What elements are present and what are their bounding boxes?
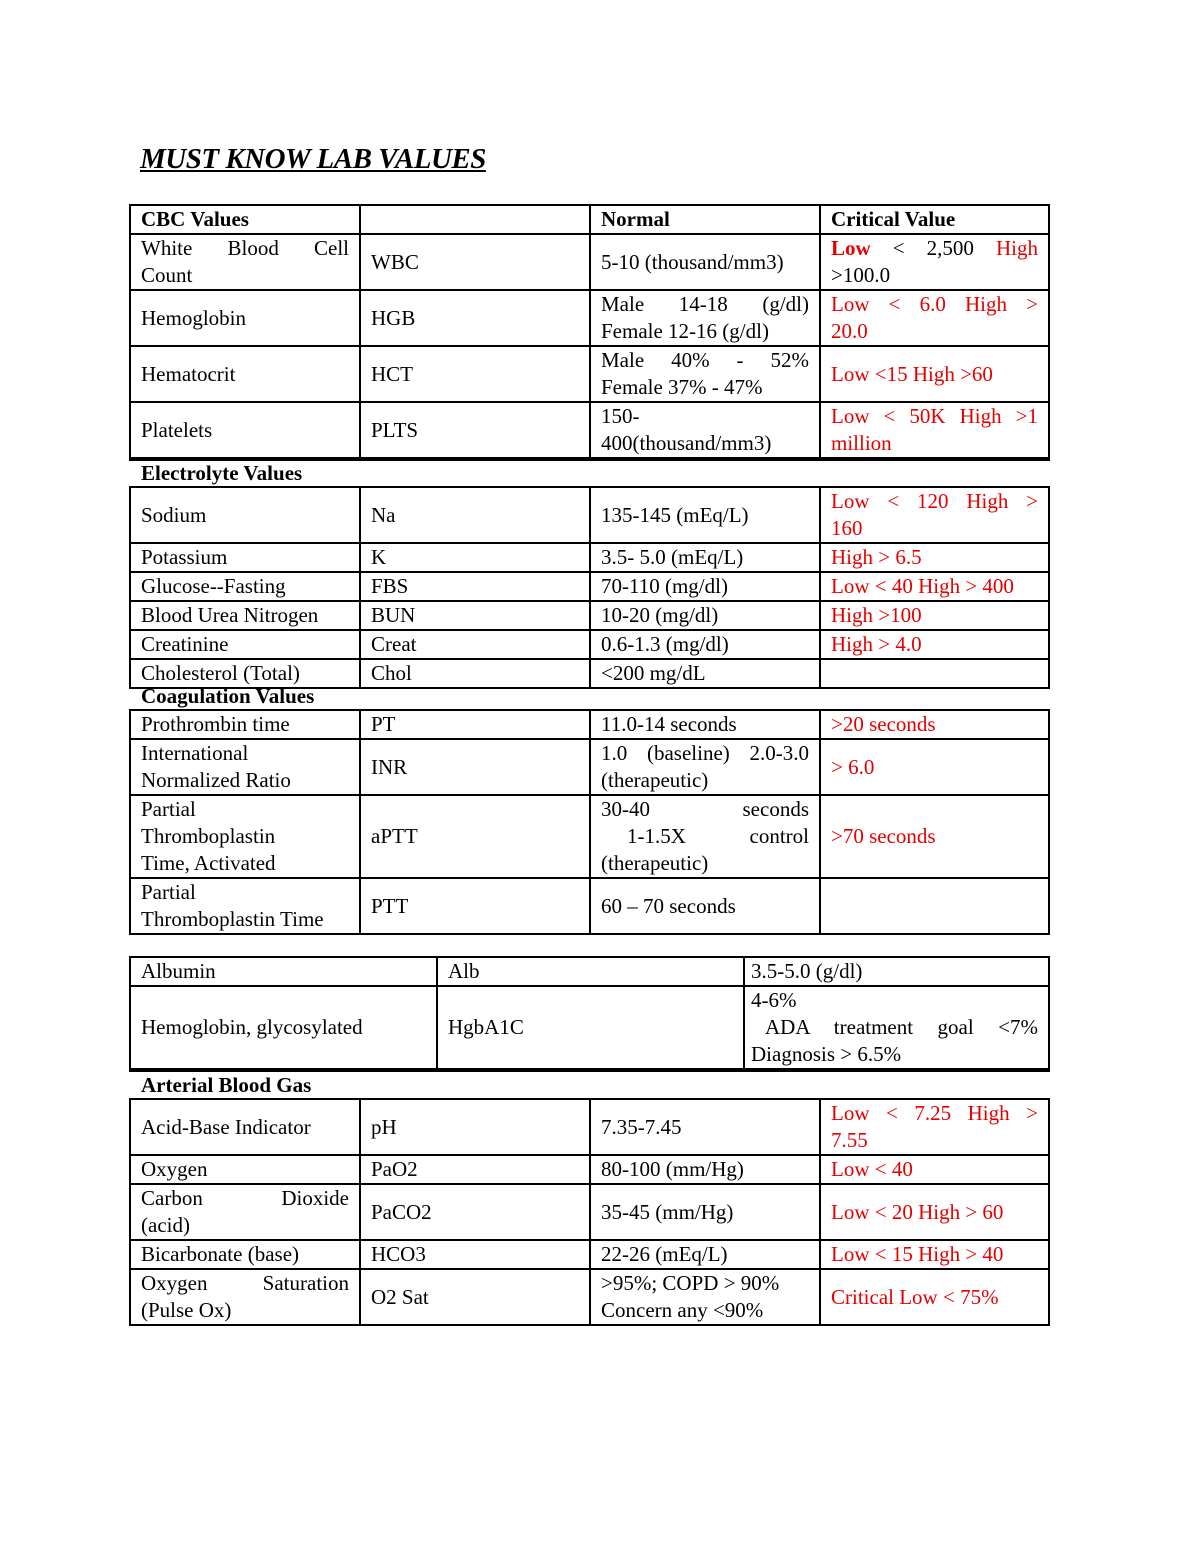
test-abbreviation: INR [360,739,590,795]
test-name: Albumin [130,957,437,986]
critical-value: Critical Low < 75% [820,1269,1049,1325]
normal-range: 60 – 70 seconds [590,878,820,934]
test-abbreviation: pH [360,1099,590,1155]
table-row [130,346,1049,402]
test-name: Sodium [130,487,360,543]
test-abbreviation: Alb [437,957,744,986]
table-row [130,878,1049,934]
normal-range: >95%; COPD > 90% Concern any <90% [590,1269,820,1325]
critical-value: Low < 120 High > 160 [820,487,1049,543]
normal-range: 7.35-7.45 [590,1099,820,1155]
test-abbreviation: HgbA1C [437,986,744,1070]
normal-range: 4-6% ADA treatment goal <7% Diagnosis > 6.5% [744,986,1049,1070]
test-name: Bicarbonate (base) [130,1240,360,1269]
normal-range: 150- 400(thousand/mm3) [590,402,820,459]
table-row [130,986,1049,1070]
test-abbreviation: O2 Sat [360,1269,590,1325]
table-row [130,234,1049,290]
critical-value: High > 4.0 [820,630,1049,659]
table-row [130,739,1049,795]
table-row [130,1155,1049,1184]
test-name: International Normalized Ratio [130,739,360,795]
electrolyte-heading: Electrolyte Values [141,461,303,485]
test-abbreviation: PaO2 [360,1155,590,1184]
test-name: Hemoglobin, glycosylated [130,986,437,1070]
test-abbreviation: Na [360,487,590,543]
normal-range: 80-100 (mm/Hg) [590,1155,820,1184]
table-row [130,402,1049,459]
test-name: Partial Thromboplastin Time, Activated [130,795,360,878]
critical-value: Low < 20 High > 60 [820,1184,1049,1240]
table-row [130,710,1049,739]
test-name: Carbon Dioxide (acid) [130,1184,360,1240]
table-row [130,487,1049,543]
cbc-header-blank [360,205,590,234]
normal-range: 0.6-1.3 (mg/dl) [590,630,820,659]
test-abbreviation: Creat [360,630,590,659]
critical-value: >20 seconds [820,710,1049,739]
test-name: Glucose--Fasting [130,572,360,601]
table-row [130,957,1049,986]
misc-table [129,956,1050,1072]
table-row [130,601,1049,630]
normal-range: 22-26 (mEq/L) [590,1240,820,1269]
cbc-table [129,204,1050,461]
test-abbreviation: PT [360,710,590,739]
test-abbreviation: PaCO2 [360,1184,590,1240]
test-name: Creatinine [130,630,360,659]
test-name: Potassium [130,543,360,572]
test-abbreviation: FBS [360,572,590,601]
critical-value: Low < 50K High >1 million [820,402,1049,459]
cbc-header-critical: Critical Value [820,205,1049,234]
test-name: Acid-Base Indicator [130,1099,360,1155]
critical-value: Low < 40 [820,1155,1049,1184]
normal-range: 30-40 seconds 1-1.5X control (therapeutic) [590,795,820,878]
normal-range: 70-110 (mg/dl) [590,572,820,601]
critical-value: High >100 [820,601,1049,630]
table-row [130,1184,1049,1240]
table-row [130,1099,1049,1155]
critical-value [820,659,1049,688]
normal-range: <200 mg/dL [590,659,820,688]
table-row [130,543,1049,572]
test-abbreviation: WBC [360,234,590,290]
critical-value: Low < 15 High > 40 [820,1240,1049,1269]
critical-value: > 6.0 [820,739,1049,795]
normal-range: 10-20 (mg/dl) [590,601,820,630]
test-name: Cholesterol (Total) [130,659,360,688]
test-abbreviation: HGB [360,290,590,346]
normal-range: Male 40% - 52% Female 37% - 47% [590,346,820,402]
coagulation-heading: Coagulation Values [141,684,315,708]
test-abbreviation: Chol [360,659,590,688]
normal-range: 1.0 (baseline) 2.0-3.0 (therapeutic) [590,739,820,795]
abg-table [129,1098,1050,1326]
critical-value: Low < 6.0 High > 20.0 [820,290,1049,346]
test-abbreviation: PTT [360,878,590,934]
table-row [130,1269,1049,1325]
table-row [130,572,1049,601]
test-name: Oxygen Saturation (Pulse Ox) [130,1269,360,1325]
normal-range: Male 14-18 (g/dl) Female 12-16 (g/dl) [590,290,820,346]
cbc-header-normal: Normal [590,205,820,234]
critical-value: Low < 7.25 High > 7.55 [820,1099,1049,1155]
critical-value: Low < 2,500 High >100.0 [820,234,1049,290]
electrolyte-table [129,486,1050,689]
test-name: Partial Thromboplastin Time [130,878,360,934]
test-name: Platelets [130,402,360,459]
test-abbreviation: HCT [360,346,590,402]
test-abbreviation: BUN [360,601,590,630]
page-title: MUST KNOW LAB VALUES [140,143,486,175]
critical-value: Low < 40 High > 400 [820,572,1049,601]
test-abbreviation: PLTS [360,402,590,459]
test-name: Hemoglobin [130,290,360,346]
critical-value [820,878,1049,934]
normal-range: 35-45 (mm/Hg) [590,1184,820,1240]
normal-range: 135-145 (mEq/L) [590,487,820,543]
table-row [130,290,1049,346]
test-abbreviation: HCO3 [360,1240,590,1269]
normal-range: 11.0-14 seconds [590,710,820,739]
coagulation-table [129,709,1050,935]
cbc-header-row [130,205,1049,234]
test-name: Hematocrit [130,346,360,402]
test-name: Prothrombin time [130,710,360,739]
abg-heading: Arterial Blood Gas [141,1073,312,1097]
test-name: Oxygen [130,1155,360,1184]
test-abbreviation: K [360,543,590,572]
table-row [130,1240,1049,1269]
test-name: Blood Urea Nitrogen [130,601,360,630]
test-abbreviation: aPTT [360,795,590,878]
cbc-header-values: CBC Values [130,205,360,234]
critical-value: High > 6.5 [820,543,1049,572]
normal-range: 3.5- 5.0 (mEq/L) [590,543,820,572]
normal-range: 5-10 (thousand/mm3) [590,234,820,290]
critical-value: Low <15 High >60 [820,346,1049,402]
table-row [130,630,1049,659]
normal-range: 3.5-5.0 (g/dl) [744,957,1049,986]
table-row [130,795,1049,878]
critical-value: >70 seconds [820,795,1049,878]
test-name: White Blood Cell Count [130,234,360,290]
